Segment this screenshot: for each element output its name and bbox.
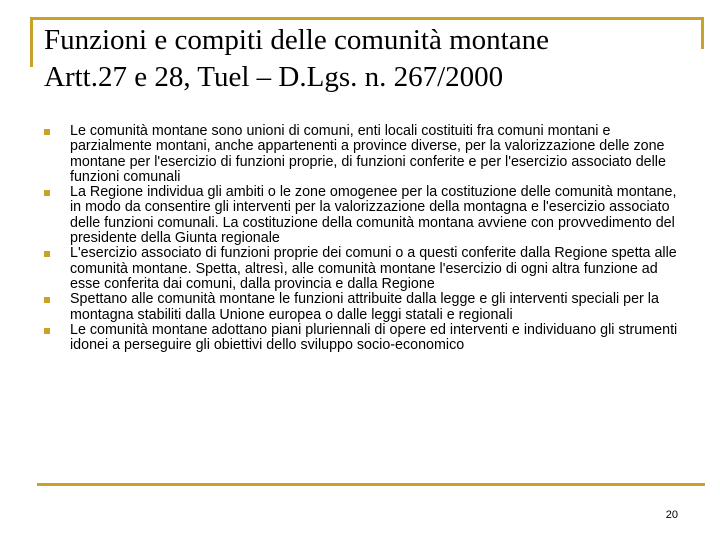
bullet-item [44, 246, 684, 292]
title-frame-top-rule [30, 17, 704, 20]
bullet-list [44, 124, 684, 353]
bullet-item [44, 292, 684, 323]
square-bullet-icon [44, 297, 50, 303]
slide-title [44, 22, 704, 96]
bullet-text: L'esercizio associato di funzioni proprie dei comuni o a questi conferite dalla Regione spetta alle comunità montane. Spetta, altresì, alle comunità montane l'esercizio di ogni altra funzione ad esse conferita dai comuni, dalla provincia e dalla Regione [70, 245, 677, 292]
bullet-item [44, 323, 684, 354]
bullet-text: Le comunità montane adottano piani pluriennali di opere ed interventi e individuano gli strumenti idonei a perseguire gli obiettivi dello sviluppo socio-economico [70, 321, 678, 354]
page-number: 20 [665, 509, 678, 521]
square-bullet-icon [44, 328, 50, 334]
square-bullet-icon [44, 129, 50, 135]
bullet-item [44, 124, 684, 185]
title-line-2: Artt.27 e 28, Tuel – D.Lgs. n. 267/2000 [44, 61, 504, 93]
footer-rule [37, 483, 705, 486]
bullet-text: Spettano alle comunità montane le funzioni attribuite dalla legge e gli interventi speciali per la montagna stabiliti dalla Unione europea o dalle leggi statali e regionali [70, 291, 659, 323]
square-bullet-icon [44, 251, 50, 257]
bullet-text: La Regione individua gli ambiti o le zone omogenee per la costituzione delle comunità montane, in modo da consentire gli interventi per la valorizzazione della montagna e l'esercizio associato delle funzioni comunali. La costituzione della comunità montana avviene con provvedimento del presidente della Giunta regionale [70, 184, 677, 247]
title-frame-left-rule [30, 17, 33, 67]
title-line-1: Funzioni e compiti delle comunità montane [44, 24, 549, 56]
bullet-item [44, 185, 684, 246]
bullet-text: Le comunità montane sono unioni di comuni, enti locali costituiti fra comuni montani e parzialmente montani, anche appartenenti a province diverse, per la valorizzazione delle zone montane per l'esercizio di funzioni proprie, di funzioni conferite e per l'esercizio associato delle funzioni comunali [70, 123, 666, 185]
square-bullet-icon [44, 190, 50, 196]
